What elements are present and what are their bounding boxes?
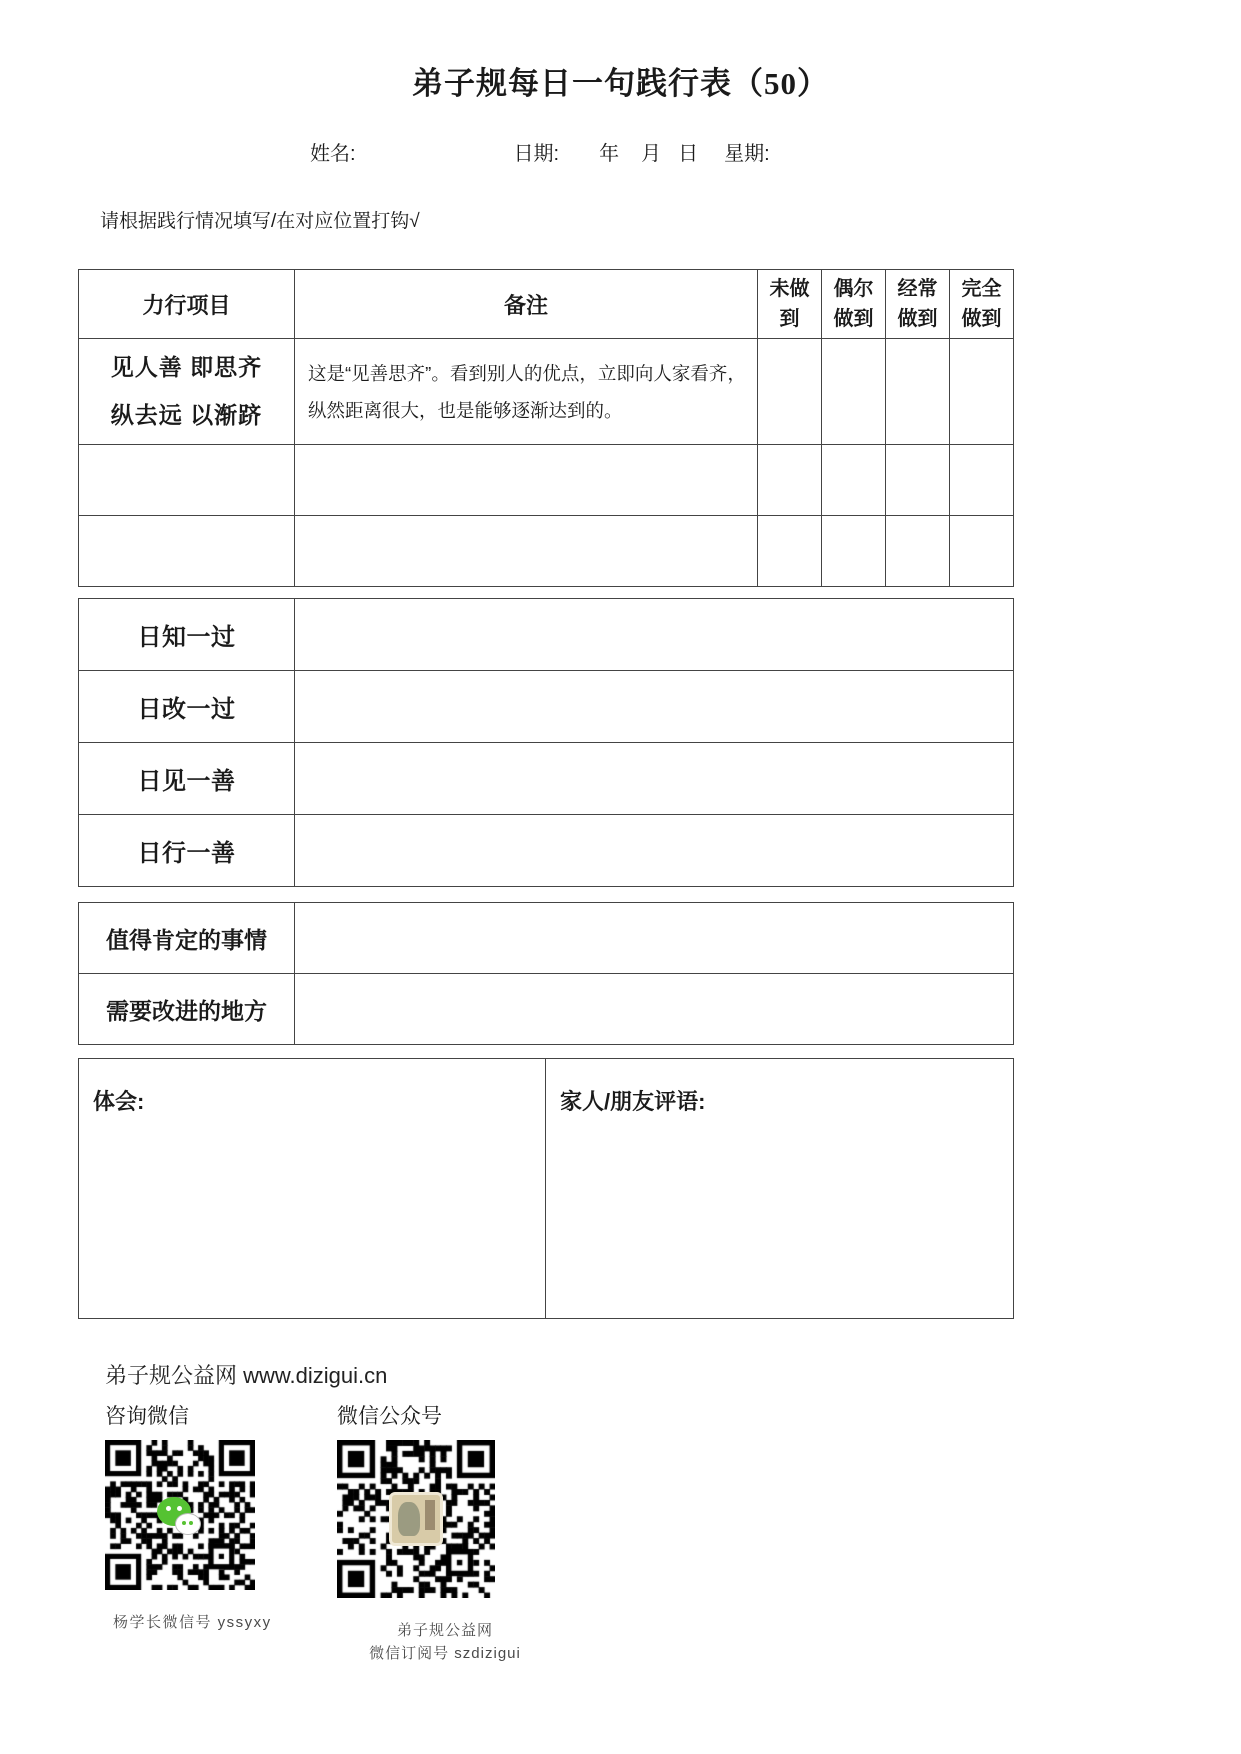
daily-label-3: 日行一善	[137, 840, 236, 867]
consult-wechat-block	[105, 1400, 325, 1666]
date-label: 日期:	[513, 143, 560, 165]
reflection-label: 体会:	[93, 1089, 145, 1114]
check-cell-empty[interactable]	[822, 516, 886, 587]
practice-table	[78, 269, 1014, 587]
instruction-text: 请根据践行情况填写/在对应位置打钩√	[100, 211, 420, 232]
page-title: 弟子规每日一句践行表（50）	[412, 66, 829, 101]
family-comment-label: 家人/朋友评语:	[560, 1089, 706, 1114]
check-cell-empty[interactable]	[758, 339, 822, 445]
check-cell-empty[interactable]	[886, 516, 950, 587]
item-cell-empty[interactable]	[79, 516, 295, 587]
consult-qr-caption: 杨学长微信号 yssyxy	[113, 1614, 272, 1631]
remark-text: 这是“见善思齐”。看到别人的优点，立即向人家看齐，纵然距离很大，也是能够逐渐达到的。	[308, 362, 746, 421]
header-check-0	[758, 270, 822, 339]
dizigui-logo	[389, 1492, 443, 1546]
item-line-1: 见人善 即思齐	[110, 354, 263, 381]
week-label: 星期:	[724, 143, 770, 165]
day-label: 日	[678, 143, 699, 165]
header-check-0-label: 未做到	[769, 278, 810, 330]
check-cell-empty[interactable]	[822, 339, 886, 445]
official-qr-caption	[325, 1619, 565, 1666]
check-cell-empty[interactable]	[886, 339, 950, 445]
daily-label-cell	[79, 743, 295, 815]
review-label-cell	[79, 974, 295, 1045]
site-url-text: 弟子规公益网 www.dizigui.cn	[105, 1363, 388, 1388]
year-label: 年	[599, 143, 620, 165]
official-account-block	[325, 1400, 565, 1666]
family-comment-cell[interactable]	[546, 1059, 1014, 1319]
daily-label-cell	[79, 815, 295, 887]
name-date-row	[0, 137, 1241, 166]
header-item-label: 力行项目	[142, 292, 231, 318]
remark-cell	[295, 339, 758, 445]
review-table	[78, 902, 1014, 1045]
header-check-3	[950, 270, 1014, 339]
comment-table	[78, 1058, 1014, 1319]
header-check-2-label: 经常做到	[897, 278, 938, 330]
daily-row	[79, 671, 1014, 743]
header-remark-label: 备注	[503, 292, 548, 318]
review-label-1: 需要改进的地方	[106, 997, 267, 1024]
item-cell	[79, 339, 295, 445]
header-remark	[295, 270, 758, 339]
comment-row	[79, 1059, 1014, 1319]
review-label-0: 值得肯定的事情	[106, 926, 267, 953]
daily-input-cell[interactable]	[295, 743, 1014, 815]
daily-label-2: 日见一善	[137, 768, 236, 795]
practice-row-3	[79, 516, 1014, 587]
official-qr-code	[337, 1440, 495, 1598]
remark-cell-empty[interactable]	[295, 516, 758, 587]
review-input-cell[interactable]	[295, 974, 1014, 1045]
check-cell-empty[interactable]	[950, 339, 1014, 445]
footer	[105, 1359, 1241, 1666]
consult-qr-code	[105, 1440, 255, 1590]
header-check-1	[822, 270, 886, 339]
daily-input-cell[interactable]	[295, 599, 1014, 671]
daily-input-cell[interactable]	[295, 671, 1014, 743]
official-qr-caption-line2: 微信订阅号 szdizigui	[369, 1645, 521, 1663]
wechat-icon	[157, 1495, 203, 1535]
check-cell-empty[interactable]	[758, 445, 822, 516]
review-label-cell	[79, 903, 295, 974]
consult-wechat-title: 咨询微信	[105, 1405, 189, 1428]
check-cell-empty[interactable]	[950, 516, 1014, 587]
official-account-title: 微信公众号	[337, 1405, 442, 1428]
header-check-1-label: 偶尔做到	[833, 278, 874, 330]
reflection-cell[interactable]	[79, 1059, 546, 1319]
daily-row	[79, 599, 1014, 671]
header-item	[79, 270, 295, 339]
check-cell-empty[interactable]	[758, 516, 822, 587]
daily-label-0: 日知一过	[137, 624, 236, 651]
daily-label-1: 日改一过	[137, 696, 236, 723]
practice-row-2	[79, 445, 1014, 516]
qr-area	[105, 1400, 1241, 1666]
month-label: 月	[641, 143, 662, 165]
official-qr-caption-line1: 弟子规公益网	[396, 1622, 493, 1639]
header-check-2	[886, 270, 950, 339]
review-row	[79, 974, 1014, 1045]
check-cell-empty[interactable]	[886, 445, 950, 516]
daily-label-cell	[79, 671, 295, 743]
item-line-2: 纵去远 以渐跻	[110, 401, 263, 428]
header-check-3-label: 完全做到	[961, 278, 1002, 330]
check-cell-empty[interactable]	[950, 445, 1014, 516]
daily-table	[78, 598, 1014, 887]
daily-row	[79, 743, 1014, 815]
name-label: 姓名:	[310, 143, 356, 165]
remark-cell-empty[interactable]	[295, 445, 758, 516]
check-cell-empty[interactable]	[822, 445, 886, 516]
item-cell-empty[interactable]	[79, 445, 295, 516]
review-input-cell[interactable]	[295, 903, 1014, 974]
daily-row	[79, 815, 1014, 887]
practice-row-1	[79, 339, 1014, 445]
practice-table-header	[79, 270, 1014, 339]
review-row	[79, 903, 1014, 974]
daily-input-cell[interactable]	[295, 815, 1014, 887]
daily-label-cell	[79, 599, 295, 671]
